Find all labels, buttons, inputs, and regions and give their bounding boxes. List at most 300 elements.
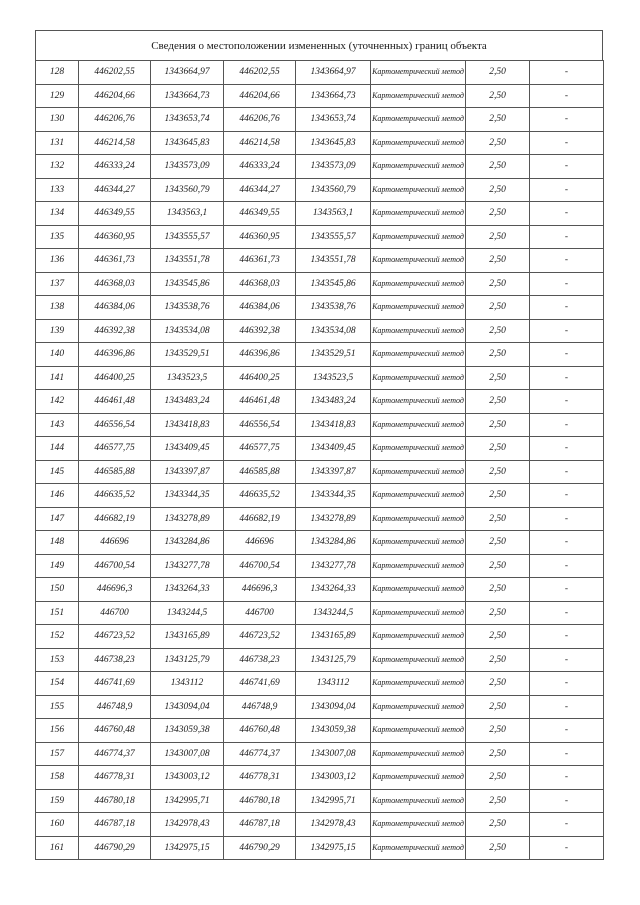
cell-y-new: 1343244,5 bbox=[296, 601, 371, 625]
table-row bbox=[36, 507, 604, 531]
cell-method: Картометрический метод bbox=[371, 484, 466, 508]
table-row bbox=[36, 437, 604, 461]
cell-y-new: 1342995,71 bbox=[296, 789, 371, 813]
cell-x-new: 446368,03 bbox=[224, 272, 296, 296]
cell-x-old: 446214,58 bbox=[79, 131, 151, 155]
table-row bbox=[36, 672, 604, 696]
cell-note: - bbox=[530, 672, 604, 696]
cell-point-number: 156 bbox=[36, 719, 79, 743]
cell-y-new: 1343573,09 bbox=[296, 155, 371, 179]
cell-note: - bbox=[530, 225, 604, 249]
cell-x-new: 446700 bbox=[224, 601, 296, 625]
cell-y-old: 1343483,24 bbox=[151, 390, 224, 414]
cell-method: Картометрический метод bbox=[371, 225, 466, 249]
cell-y-new: 1343555,57 bbox=[296, 225, 371, 249]
cell-x-old: 446461,48 bbox=[79, 390, 151, 414]
cell-point-number: 133 bbox=[36, 178, 79, 202]
cell-y-new: 1343125,79 bbox=[296, 648, 371, 672]
cell-point-number: 157 bbox=[36, 742, 79, 766]
cell-point-number: 150 bbox=[36, 578, 79, 602]
cell-y-old: 1343094,04 bbox=[151, 695, 224, 719]
cell-accuracy: 2,50 bbox=[466, 460, 530, 484]
cell-x-new: 446682,19 bbox=[224, 507, 296, 531]
cell-accuracy: 2,50 bbox=[466, 742, 530, 766]
cell-method: Картометрический метод bbox=[371, 249, 466, 273]
cell-y-old: 1343523,5 bbox=[151, 366, 224, 390]
cell-y-old: 1343645,83 bbox=[151, 131, 224, 155]
cell-note: - bbox=[530, 390, 604, 414]
cell-note: - bbox=[530, 343, 604, 367]
table-row bbox=[36, 836, 604, 860]
cell-y-new: 1342978,43 bbox=[296, 813, 371, 837]
cell-accuracy: 2,50 bbox=[466, 108, 530, 132]
cell-method: Картометрический метод bbox=[371, 554, 466, 578]
cell-method: Картометрический метод bbox=[371, 648, 466, 672]
cell-note: - bbox=[530, 531, 604, 555]
cell-method: Картометрический метод bbox=[371, 625, 466, 649]
table-row bbox=[36, 413, 604, 437]
cell-x-old: 446790,29 bbox=[79, 836, 151, 860]
cell-method: Картометрический метод bbox=[371, 155, 466, 179]
cell-note: - bbox=[530, 460, 604, 484]
cell-y-new: 1343645,83 bbox=[296, 131, 371, 155]
cell-y-new: 1343523,5 bbox=[296, 366, 371, 390]
cell-method: Картометрический метод bbox=[371, 413, 466, 437]
cell-accuracy: 2,50 bbox=[466, 249, 530, 273]
cell-x-old: 446738,23 bbox=[79, 648, 151, 672]
cell-accuracy: 2,50 bbox=[466, 225, 530, 249]
table-body bbox=[36, 61, 604, 860]
cell-point-number: 152 bbox=[36, 625, 79, 649]
table-row bbox=[36, 84, 604, 108]
cell-accuracy: 2,50 bbox=[466, 507, 530, 531]
cell-y-old: 1343397,87 bbox=[151, 460, 224, 484]
cell-note: - bbox=[530, 648, 604, 672]
cell-note: - bbox=[530, 789, 604, 813]
cell-point-number: 143 bbox=[36, 413, 79, 437]
cell-point-number: 128 bbox=[36, 61, 79, 85]
cell-note: - bbox=[530, 578, 604, 602]
cell-x-old: 446344,27 bbox=[79, 178, 151, 202]
cell-accuracy: 2,50 bbox=[466, 578, 530, 602]
cell-x-new: 446741,69 bbox=[224, 672, 296, 696]
cell-y-old: 1343244,5 bbox=[151, 601, 224, 625]
cell-note: - bbox=[530, 601, 604, 625]
cell-x-old: 446585,88 bbox=[79, 460, 151, 484]
cell-x-new: 446790,29 bbox=[224, 836, 296, 860]
cell-x-old: 446556,54 bbox=[79, 413, 151, 437]
cell-note: - bbox=[530, 272, 604, 296]
table-row bbox=[36, 766, 604, 790]
table-row bbox=[36, 108, 604, 132]
table-row bbox=[36, 813, 604, 837]
cell-x-old: 446635,52 bbox=[79, 484, 151, 508]
table-row bbox=[36, 648, 604, 672]
cell-method: Картометрический метод bbox=[371, 108, 466, 132]
cell-x-new: 446396,86 bbox=[224, 343, 296, 367]
cell-x-new: 446738,23 bbox=[224, 648, 296, 672]
cell-x-old: 446368,03 bbox=[79, 272, 151, 296]
cell-accuracy: 2,50 bbox=[466, 601, 530, 625]
cell-x-old: 446696,3 bbox=[79, 578, 151, 602]
cell-method: Картометрический метод bbox=[371, 766, 466, 790]
cell-accuracy: 2,50 bbox=[466, 531, 530, 555]
cell-accuracy: 2,50 bbox=[466, 131, 530, 155]
cell-x-new: 446392,38 bbox=[224, 319, 296, 343]
cell-point-number: 147 bbox=[36, 507, 79, 531]
cell-y-new: 1343003,12 bbox=[296, 766, 371, 790]
cell-y-old: 1343112 bbox=[151, 672, 224, 696]
cell-y-old: 1343551,78 bbox=[151, 249, 224, 273]
table-row bbox=[36, 272, 604, 296]
cell-note: - bbox=[530, 554, 604, 578]
cell-method: Картометрический метод bbox=[371, 61, 466, 85]
cell-point-number: 154 bbox=[36, 672, 79, 696]
cell-y-old: 1343003,12 bbox=[151, 766, 224, 790]
cell-accuracy: 2,50 bbox=[466, 178, 530, 202]
cell-method: Картометрический метод bbox=[371, 836, 466, 860]
cell-note: - bbox=[530, 625, 604, 649]
cell-point-number: 129 bbox=[36, 84, 79, 108]
cell-accuracy: 2,50 bbox=[466, 84, 530, 108]
cell-x-new: 446202,55 bbox=[224, 61, 296, 85]
table-row bbox=[36, 343, 604, 367]
cell-y-old: 1342995,71 bbox=[151, 789, 224, 813]
cell-point-number: 137 bbox=[36, 272, 79, 296]
cell-x-old: 446700,54 bbox=[79, 554, 151, 578]
cell-accuracy: 2,50 bbox=[466, 390, 530, 414]
boundary-table-sheet bbox=[35, 30, 603, 860]
cell-y-new: 1343344,35 bbox=[296, 484, 371, 508]
cell-x-old: 446396,86 bbox=[79, 343, 151, 367]
cell-method: Картометрический метод bbox=[371, 84, 466, 108]
cell-method: Картометрический метод bbox=[371, 131, 466, 155]
cell-method: Картометрический метод bbox=[371, 343, 466, 367]
cell-y-new: 1343551,78 bbox=[296, 249, 371, 273]
cell-note: - bbox=[530, 319, 604, 343]
cell-accuracy: 2,50 bbox=[466, 296, 530, 320]
cell-accuracy: 2,50 bbox=[466, 648, 530, 672]
table-row bbox=[36, 601, 604, 625]
cell-accuracy: 2,50 bbox=[466, 484, 530, 508]
cell-x-old: 446577,75 bbox=[79, 437, 151, 461]
cell-y-old: 1343664,73 bbox=[151, 84, 224, 108]
cell-y-old: 1343545,86 bbox=[151, 272, 224, 296]
cell-x-old: 446741,69 bbox=[79, 672, 151, 696]
cell-y-old: 1343560,79 bbox=[151, 178, 224, 202]
cell-y-new: 1343397,87 bbox=[296, 460, 371, 484]
cell-point-number: 144 bbox=[36, 437, 79, 461]
cell-y-new: 1343534,08 bbox=[296, 319, 371, 343]
cell-x-old: 446400,25 bbox=[79, 366, 151, 390]
cell-point-number: 153 bbox=[36, 648, 79, 672]
cell-note: - bbox=[530, 719, 604, 743]
table-row bbox=[36, 719, 604, 743]
table-row bbox=[36, 484, 604, 508]
table-row bbox=[36, 202, 604, 226]
cell-x-new: 446760,48 bbox=[224, 719, 296, 743]
cell-x-new: 446360,95 bbox=[224, 225, 296, 249]
cell-note: - bbox=[530, 507, 604, 531]
cell-method: Картометрический метод bbox=[371, 695, 466, 719]
cell-y-old: 1343125,79 bbox=[151, 648, 224, 672]
cell-method: Картометрический метод bbox=[371, 742, 466, 766]
cell-accuracy: 2,50 bbox=[466, 672, 530, 696]
cell-point-number: 146 bbox=[36, 484, 79, 508]
cell-y-new: 1343545,86 bbox=[296, 272, 371, 296]
cell-x-new: 446696 bbox=[224, 531, 296, 555]
cell-note: - bbox=[530, 413, 604, 437]
cell-y-new: 1343653,74 bbox=[296, 108, 371, 132]
cell-note: - bbox=[530, 108, 604, 132]
cell-x-new: 446787,18 bbox=[224, 813, 296, 837]
table-row bbox=[36, 61, 604, 85]
cell-method: Картометрический метод bbox=[371, 319, 466, 343]
cell-point-number: 135 bbox=[36, 225, 79, 249]
table-row bbox=[36, 131, 604, 155]
cell-x-old: 446361,73 bbox=[79, 249, 151, 273]
cell-y-new: 1343664,97 bbox=[296, 61, 371, 85]
cell-y-new: 1343165,89 bbox=[296, 625, 371, 649]
cell-y-new: 1343529,51 bbox=[296, 343, 371, 367]
cell-x-new: 446577,75 bbox=[224, 437, 296, 461]
cell-method: Картометрический метод bbox=[371, 437, 466, 461]
cell-y-new: 1343483,24 bbox=[296, 390, 371, 414]
cell-x-new: 446206,76 bbox=[224, 108, 296, 132]
coordinates-table bbox=[35, 60, 604, 860]
cell-note: - bbox=[530, 178, 604, 202]
table-row bbox=[36, 531, 604, 555]
cell-x-old: 446778,31 bbox=[79, 766, 151, 790]
cell-x-new: 446748,9 bbox=[224, 695, 296, 719]
cell-method: Картометрический метод bbox=[371, 202, 466, 226]
cell-method: Картометрический метод bbox=[371, 272, 466, 296]
cell-method: Картометрический метод bbox=[371, 789, 466, 813]
cell-x-old: 446787,18 bbox=[79, 813, 151, 837]
cell-accuracy: 2,50 bbox=[466, 272, 530, 296]
cell-accuracy: 2,50 bbox=[466, 437, 530, 461]
cell-accuracy: 2,50 bbox=[466, 554, 530, 578]
cell-accuracy: 2,50 bbox=[466, 625, 530, 649]
cell-x-new: 446214,58 bbox=[224, 131, 296, 155]
table-row bbox=[36, 155, 604, 179]
cell-x-new: 446723,52 bbox=[224, 625, 296, 649]
table-row bbox=[36, 460, 604, 484]
cell-note: - bbox=[530, 202, 604, 226]
cell-point-number: 138 bbox=[36, 296, 79, 320]
cell-accuracy: 2,50 bbox=[466, 202, 530, 226]
cell-x-old: 446392,38 bbox=[79, 319, 151, 343]
cell-x-new: 446556,54 bbox=[224, 413, 296, 437]
table-title: Сведения о местоположении измененных (уточненных) границ объекта bbox=[35, 30, 603, 60]
cell-method: Картометрический метод bbox=[371, 578, 466, 602]
cell-point-number: 132 bbox=[36, 155, 79, 179]
cell-y-new: 1342975,15 bbox=[296, 836, 371, 860]
cell-point-number: 149 bbox=[36, 554, 79, 578]
cell-x-old: 446360,95 bbox=[79, 225, 151, 249]
cell-method: Картометрический метод bbox=[371, 601, 466, 625]
cell-y-new: 1343560,79 bbox=[296, 178, 371, 202]
cell-y-new: 1343538,76 bbox=[296, 296, 371, 320]
cell-note: - bbox=[530, 366, 604, 390]
cell-point-number: 159 bbox=[36, 789, 79, 813]
cell-note: - bbox=[530, 296, 604, 320]
cell-x-old: 446760,48 bbox=[79, 719, 151, 743]
cell-point-number: 151 bbox=[36, 601, 79, 625]
cell-method: Картометрический метод bbox=[371, 719, 466, 743]
cell-x-old: 446700 bbox=[79, 601, 151, 625]
cell-note: - bbox=[530, 61, 604, 85]
cell-point-number: 142 bbox=[36, 390, 79, 414]
cell-y-new: 1343409,45 bbox=[296, 437, 371, 461]
cell-x-new: 446585,88 bbox=[224, 460, 296, 484]
cell-y-old: 1342978,43 bbox=[151, 813, 224, 837]
cell-accuracy: 2,50 bbox=[466, 366, 530, 390]
cell-y-old: 1343563,1 bbox=[151, 202, 224, 226]
cell-y-old: 1343059,38 bbox=[151, 719, 224, 743]
cell-accuracy: 2,50 bbox=[466, 155, 530, 179]
cell-point-number: 155 bbox=[36, 695, 79, 719]
cell-x-new: 446774,37 bbox=[224, 742, 296, 766]
cell-y-old: 1343418,83 bbox=[151, 413, 224, 437]
cell-point-number: 139 bbox=[36, 319, 79, 343]
cell-method: Картометрический метод bbox=[371, 390, 466, 414]
table-row bbox=[36, 789, 604, 813]
cell-method: Картометрический метод bbox=[371, 460, 466, 484]
cell-y-new: 1343664,73 bbox=[296, 84, 371, 108]
cell-x-new: 446780,18 bbox=[224, 789, 296, 813]
table-row bbox=[36, 225, 604, 249]
cell-method: Картометрический метод bbox=[371, 813, 466, 837]
cell-x-new: 446696,3 bbox=[224, 578, 296, 602]
cell-note: - bbox=[530, 695, 604, 719]
table-row bbox=[36, 695, 604, 719]
cell-note: - bbox=[530, 249, 604, 273]
cell-note: - bbox=[530, 484, 604, 508]
table-row bbox=[36, 319, 604, 343]
cell-accuracy: 2,50 bbox=[466, 413, 530, 437]
cell-y-old: 1343165,89 bbox=[151, 625, 224, 649]
cell-x-old: 446204,66 bbox=[79, 84, 151, 108]
table-row bbox=[36, 578, 604, 602]
cell-x-new: 446700,54 bbox=[224, 554, 296, 578]
cell-y-new: 1343094,04 bbox=[296, 695, 371, 719]
cell-x-old: 446682,19 bbox=[79, 507, 151, 531]
cell-point-number: 160 bbox=[36, 813, 79, 837]
cell-x-new: 446384,06 bbox=[224, 296, 296, 320]
cell-point-number: 148 bbox=[36, 531, 79, 555]
cell-y-old: 1343264,33 bbox=[151, 578, 224, 602]
cell-x-old: 446384,06 bbox=[79, 296, 151, 320]
cell-y-old: 1343409,45 bbox=[151, 437, 224, 461]
cell-x-old: 446202,55 bbox=[79, 61, 151, 85]
cell-y-new: 1343278,89 bbox=[296, 507, 371, 531]
cell-y-new: 1343059,38 bbox=[296, 719, 371, 743]
cell-x-new: 446635,52 bbox=[224, 484, 296, 508]
cell-point-number: 141 bbox=[36, 366, 79, 390]
cell-x-old: 446333,24 bbox=[79, 155, 151, 179]
cell-accuracy: 2,50 bbox=[466, 319, 530, 343]
cell-y-old: 1343344,35 bbox=[151, 484, 224, 508]
cell-method: Картометрический метод bbox=[371, 507, 466, 531]
cell-point-number: 136 bbox=[36, 249, 79, 273]
cell-y-old: 1343534,08 bbox=[151, 319, 224, 343]
cell-note: - bbox=[530, 813, 604, 837]
cell-y-old: 1343529,51 bbox=[151, 343, 224, 367]
cell-point-number: 131 bbox=[36, 131, 79, 155]
cell-point-number: 130 bbox=[36, 108, 79, 132]
cell-x-old: 446723,52 bbox=[79, 625, 151, 649]
cell-y-old: 1343277,78 bbox=[151, 554, 224, 578]
cell-note: - bbox=[530, 766, 604, 790]
cell-method: Картометрический метод bbox=[371, 296, 466, 320]
cell-y-old: 1343653,74 bbox=[151, 108, 224, 132]
cell-note: - bbox=[530, 84, 604, 108]
cell-x-old: 446774,37 bbox=[79, 742, 151, 766]
cell-point-number: 145 bbox=[36, 460, 79, 484]
cell-y-old: 1343284,86 bbox=[151, 531, 224, 555]
cell-method: Картометрический метод bbox=[371, 531, 466, 555]
cell-y-old: 1343664,97 bbox=[151, 61, 224, 85]
cell-accuracy: 2,50 bbox=[466, 719, 530, 743]
cell-y-new: 1343277,78 bbox=[296, 554, 371, 578]
cell-accuracy: 2,50 bbox=[466, 343, 530, 367]
table-row bbox=[36, 178, 604, 202]
cell-x-old: 446748,9 bbox=[79, 695, 151, 719]
table-row bbox=[36, 296, 604, 320]
cell-point-number: 161 bbox=[36, 836, 79, 860]
cell-method: Картометрический метод bbox=[371, 672, 466, 696]
cell-method: Картометрический метод bbox=[371, 178, 466, 202]
cell-y-old: 1342975,15 bbox=[151, 836, 224, 860]
cell-x-new: 446349,55 bbox=[224, 202, 296, 226]
cell-note: - bbox=[530, 437, 604, 461]
table-row bbox=[36, 625, 604, 649]
cell-y-new: 1343563,1 bbox=[296, 202, 371, 226]
cell-y-new: 1343284,86 bbox=[296, 531, 371, 555]
table-row bbox=[36, 742, 604, 766]
cell-x-new: 446361,73 bbox=[224, 249, 296, 273]
cell-y-new: 1343112 bbox=[296, 672, 371, 696]
table-row bbox=[36, 390, 604, 414]
cell-y-old: 1343278,89 bbox=[151, 507, 224, 531]
cell-x-new: 446344,27 bbox=[224, 178, 296, 202]
cell-accuracy: 2,50 bbox=[466, 813, 530, 837]
cell-y-old: 1343538,76 bbox=[151, 296, 224, 320]
table-row bbox=[36, 366, 604, 390]
cell-y-old: 1343573,09 bbox=[151, 155, 224, 179]
cell-x-new: 446204,66 bbox=[224, 84, 296, 108]
cell-accuracy: 2,50 bbox=[466, 789, 530, 813]
cell-y-old: 1343555,57 bbox=[151, 225, 224, 249]
cell-accuracy: 2,50 bbox=[466, 695, 530, 719]
cell-note: - bbox=[530, 742, 604, 766]
cell-accuracy: 2,50 bbox=[466, 61, 530, 85]
table-row bbox=[36, 554, 604, 578]
cell-x-old: 446206,76 bbox=[79, 108, 151, 132]
cell-x-new: 446461,48 bbox=[224, 390, 296, 414]
table-row bbox=[36, 249, 604, 273]
cell-x-old: 446349,55 bbox=[79, 202, 151, 226]
cell-method: Картометрический метод bbox=[371, 366, 466, 390]
cell-x-new: 446333,24 bbox=[224, 155, 296, 179]
cell-point-number: 140 bbox=[36, 343, 79, 367]
cell-note: - bbox=[530, 131, 604, 155]
cell-note: - bbox=[530, 155, 604, 179]
cell-y-new: 1343007,08 bbox=[296, 742, 371, 766]
cell-point-number: 134 bbox=[36, 202, 79, 226]
cell-accuracy: 2,50 bbox=[466, 836, 530, 860]
